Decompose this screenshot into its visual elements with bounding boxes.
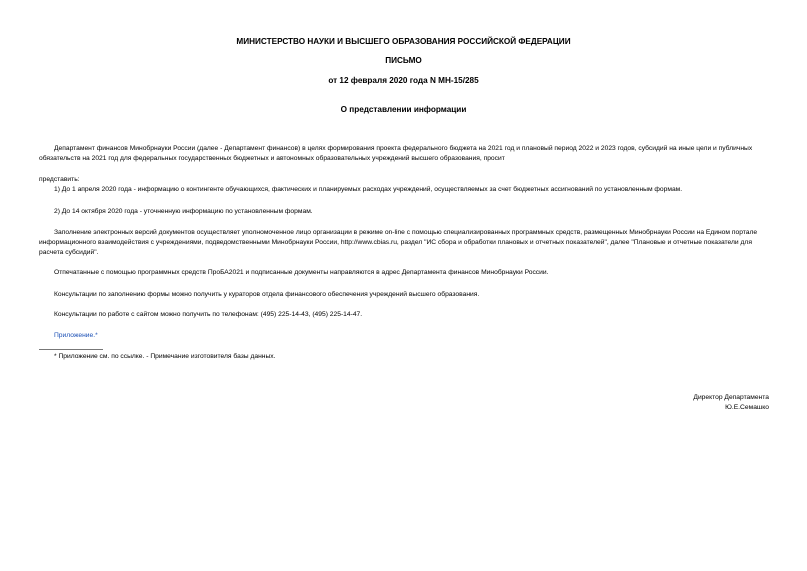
appendix-paragraph (39, 331, 769, 341)
signature-position: Директор Департамента (693, 394, 769, 401)
signature-name: Ю.Е.Семашко (725, 404, 769, 411)
footnote: * Приложение см. по ссылке. - Примечание изготовителя базы данных. (54, 353, 276, 360)
filling-paragraph: Заполнение электронных версий документов осуществляет уполномоченное лицо организации в режиме on-line с помощью специализированных программных средств, размещенных Минобрнауки России на Едином портале информационного взаимодействия с учреждениями, подведомственными Минобрнауки России, http://www.cbias.ru, раздел "ИС сбора и обработки плановых и отчетных показателей", далее "Плановые и отчетные показатели для расчета субсидий". (39, 229, 758, 256)
consult-site-paragraph: Консультации по работе с сайтом можно получить по телефонам: (495) 225-14-43, (495) 225-14-47. (54, 311, 363, 318)
document-type: ПИСЬМО (385, 56, 422, 65)
request-line: представить: (39, 176, 80, 183)
consult-form-paragraph: Консультации по заполнению формы можно получить у кураторов отдела финансового обеспечения учреждений высшего образования. (54, 291, 480, 298)
document-date-number: от 12 февраля 2020 года N МН-15/285 (328, 76, 479, 85)
document-subject: О представлении информации (340, 105, 467, 114)
appendix-link[interactable]: Приложение.* (54, 332, 98, 339)
footnote-divider (39, 349, 103, 350)
intro-paragraph: Департамент финансов Минобрнауки России (далее - Департамент финансов) в целях формирования проекта федерального бюджета на 2021 год и плановый период 2022 и 2023 годов, субсидий на иные цели и публичных обязательств на 2021 год для федеральных государственных бюджетных и автономных образовательных учреждений высшего образования, просит (39, 145, 753, 162)
ministry-heading: МИНИСТЕРСТВО НАУКИ И ВЫСШЕГО ОБРАЗОВАНИЯ РОССИЙСКОЙ ФЕДЕРАЦИИ (236, 37, 571, 46)
list-item-1: 1) До 1 апреля 2020 года - информацию о контингенте обучающихся, фактических и планируемых расходах учреждений, осуществляемых за счет бюджетных ассигнований по установленным формам. (54, 186, 683, 193)
list-item-2: 2) До 14 октября 2020 года - уточненную информацию по установленным формам. (54, 208, 313, 215)
sending-paragraph: Отпечатанные с помощью программных средств ПроБА2021 и подписанные документы направляются в адрес Департамента финансов Минобрнауки России. (54, 269, 549, 276)
